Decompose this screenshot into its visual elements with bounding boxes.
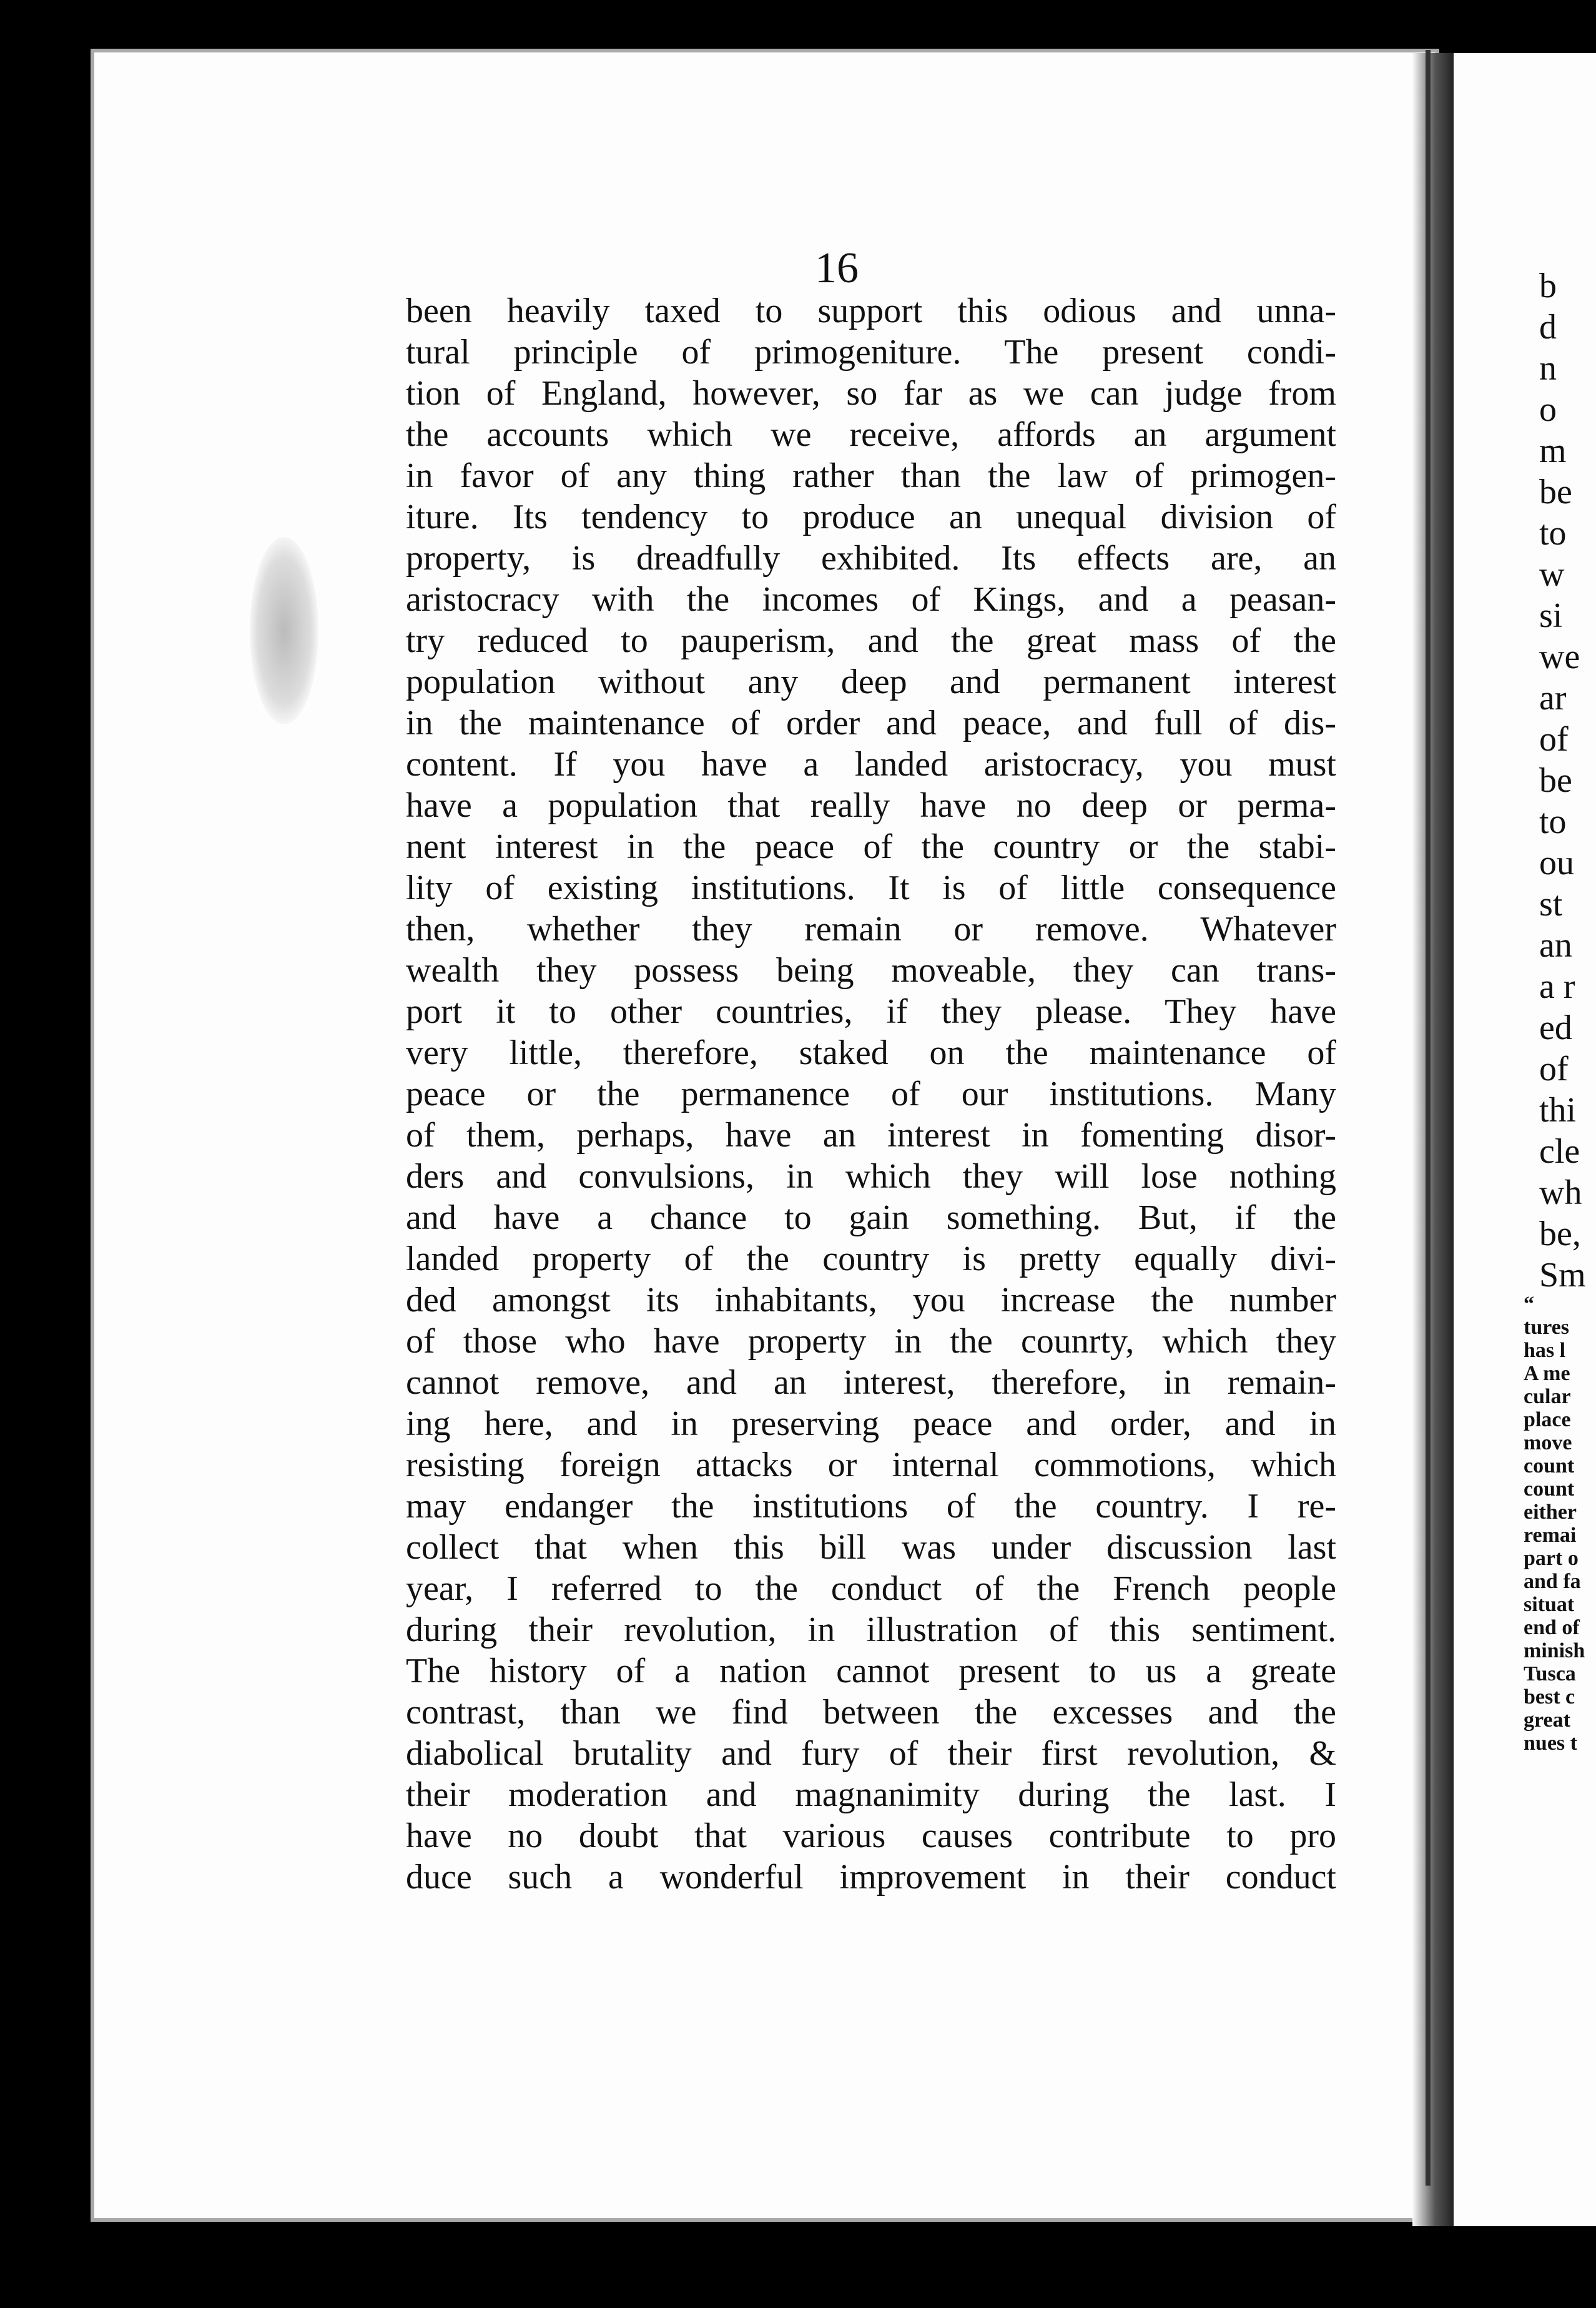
right-text-fragment: wh bbox=[1539, 1173, 1582, 1212]
right-text-fragment: a r bbox=[1539, 967, 1575, 1006]
text-line: during their revolution, in illustration of this sentiment. bbox=[406, 1610, 1336, 1649]
text-line: duce such a wonderful improvement in their conduct bbox=[406, 1858, 1336, 1896]
text-line: lity of existing institutions. It is of little consequence bbox=[406, 869, 1336, 907]
text-line: peace or the permanence of our institutions. Many bbox=[406, 1075, 1336, 1113]
footnote-fragment: either bbox=[1524, 1501, 1577, 1524]
right-text-fragment: cle bbox=[1539, 1132, 1580, 1171]
footnote-fragment: count bbox=[1524, 1477, 1575, 1501]
footnote-fragment: part o bbox=[1524, 1547, 1579, 1570]
right-text-fragment: n bbox=[1539, 349, 1557, 388]
text-line: iture. Its tendency to produce an unequal division of bbox=[406, 498, 1336, 536]
right-text-fragment: d bbox=[1539, 308, 1557, 347]
footnote-fragment: count bbox=[1524, 1454, 1575, 1477]
footnote-fragment: end of bbox=[1524, 1616, 1580, 1639]
text-line: of them, perhaps, have an interest in fomenting disor- bbox=[406, 1116, 1336, 1155]
text-line: have a population that really have no deep or perma- bbox=[406, 786, 1336, 825]
right-page-footnote bbox=[1524, 1293, 1596, 1755]
right-text-fragment: an bbox=[1539, 926, 1572, 965]
right-text-fragment: to bbox=[1539, 514, 1567, 553]
right-text-fragment: ou bbox=[1539, 844, 1574, 882]
footnote-fragment: has l bbox=[1524, 1339, 1566, 1362]
right-text-fragment: of bbox=[1539, 1050, 1569, 1088]
text-line: tion of England, however, so far as we can judge from bbox=[406, 374, 1336, 413]
text-line: collect that when this bill was under discussion last bbox=[406, 1528, 1336, 1567]
footnote-fragment: move bbox=[1524, 1431, 1572, 1454]
footnote-fragment: best c bbox=[1524, 1685, 1575, 1709]
footnote-fragment: “ bbox=[1524, 1293, 1534, 1316]
text-line: nent interest in the peace of the country or the stabi- bbox=[406, 827, 1336, 866]
text-line: the accounts which we receive, affords an argument bbox=[406, 415, 1336, 454]
right-text-fragment: be bbox=[1539, 473, 1572, 511]
text-line: and have a chance to gain something. But, if the bbox=[406, 1198, 1336, 1237]
page-smudge bbox=[250, 537, 318, 724]
text-line: wealth they possess being moveable, they can trans- bbox=[406, 951, 1336, 990]
footnote-fragment: tures bbox=[1524, 1316, 1570, 1339]
text-line: contrast, than we find between the excesses and the bbox=[406, 1693, 1336, 1732]
text-line: may endanger the institutions of the country. I re- bbox=[406, 1487, 1336, 1526]
right-text-fragment: ed bbox=[1539, 1009, 1572, 1047]
footnote-fragment: place bbox=[1524, 1408, 1571, 1431]
book-gutter bbox=[1412, 53, 1454, 2226]
footnote-fragment: A me bbox=[1524, 1362, 1570, 1385]
right-text-fragment: o bbox=[1539, 390, 1557, 429]
right-page-text bbox=[1539, 265, 1596, 1296]
text-line: The history of a nation cannot present to us a greate bbox=[406, 1652, 1336, 1690]
text-line: in the maintenance of order and peace, and full of dis- bbox=[406, 704, 1336, 742]
footnote-fragment: nues t bbox=[1524, 1732, 1577, 1755]
text-line: try reduced to pauperism, and the great mass of the bbox=[406, 621, 1336, 660]
text-line: their moderation and magnanimity during the last. I bbox=[406, 1775, 1336, 1814]
text-line: ded amongst its inhabitants, you increase the number bbox=[406, 1281, 1336, 1319]
text-line: diabolical brutality and fury of their first revolution, & bbox=[406, 1734, 1336, 1773]
right-text-fragment: be, bbox=[1539, 1215, 1581, 1253]
text-line: content. If you have a landed aristocracy, you must bbox=[406, 745, 1336, 784]
right-text-fragment: w bbox=[1539, 555, 1565, 594]
footnote-fragment: great bbox=[1524, 1709, 1570, 1732]
right-text-fragment: thi bbox=[1539, 1091, 1577, 1130]
text-line: cannot remove, and an interest, therefore, in remain- bbox=[406, 1363, 1336, 1402]
text-line: very little, therefore, staked on the maintenance of bbox=[406, 1033, 1336, 1072]
text-line: ing here, and in preserving peace and order, and in bbox=[406, 1404, 1336, 1443]
text-line: of those who have property in the counrty, which they bbox=[406, 1322, 1336, 1361]
right-text-fragment: be bbox=[1539, 761, 1572, 800]
footnote-fragment: minish bbox=[1524, 1639, 1585, 1662]
text-line: property, is dreadfully exhibited. Its effects are, an bbox=[406, 539, 1336, 578]
right-text-fragment: m bbox=[1539, 432, 1567, 470]
text-line: ders and convulsions, in which they will lose nothing bbox=[406, 1157, 1336, 1196]
footnote-fragment: situat bbox=[1524, 1593, 1575, 1616]
text-line: resisting foreign attacks or internal commotions, which bbox=[406, 1446, 1336, 1484]
right-text-fragment: b bbox=[1539, 267, 1557, 305]
right-text-fragment: of bbox=[1539, 720, 1569, 759]
text-line: population without any deep and permanent interest bbox=[406, 663, 1336, 701]
body-text bbox=[406, 290, 1336, 1898]
page-number: 16 bbox=[815, 244, 859, 292]
right-text-fragment: we bbox=[1539, 638, 1580, 676]
text-line: landed property of the country is pretty equally divi- bbox=[406, 1240, 1336, 1278]
text-line: in favor of any thing rather than the law of primogen- bbox=[406, 456, 1336, 495]
footnote-fragment: Tusca bbox=[1524, 1662, 1576, 1685]
footnote-fragment: remai bbox=[1524, 1524, 1577, 1547]
right-text-fragment: ar bbox=[1539, 679, 1567, 718]
text-line: aristocracy with the incomes of Kings, and a peasan- bbox=[406, 580, 1336, 619]
text-line: have no doubt that various causes contribute to pro bbox=[406, 1817, 1336, 1855]
text-line: then, whether they remain or remove. Whatever bbox=[406, 910, 1336, 949]
right-text-fragment: to bbox=[1539, 802, 1567, 841]
footnote-fragment: and fa bbox=[1524, 1570, 1581, 1593]
text-line: been heavily taxed to support this odious and unna- bbox=[406, 292, 1336, 330]
spine-shadow bbox=[1426, 50, 1431, 2186]
text-line: year, I referred to the conduct of the French people bbox=[406, 1569, 1336, 1608]
text-line: port it to other countries, if they please. They have bbox=[406, 992, 1336, 1031]
right-text-fragment: Sm bbox=[1539, 1256, 1586, 1295]
right-text-fragment: si bbox=[1539, 596, 1563, 635]
text-line: tural principle of primogeniture. The present condi- bbox=[406, 333, 1336, 372]
footnote-fragment: cular bbox=[1524, 1385, 1571, 1408]
right-text-fragment: st bbox=[1539, 885, 1563, 924]
